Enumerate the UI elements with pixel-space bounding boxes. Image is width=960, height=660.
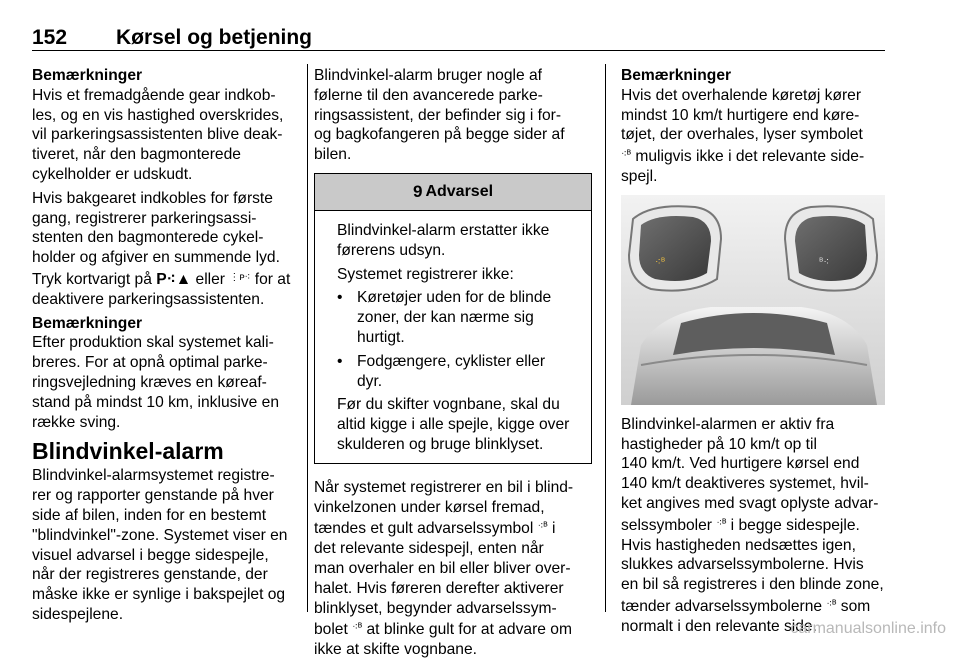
text-line: følerne til den avancerede parke- bbox=[314, 86, 543, 104]
text-line: bilen. bbox=[314, 146, 352, 164]
text-line: Hvis hastigheden nedsættes igen, bbox=[621, 536, 856, 554]
text-line: når der registreres genstande, der bbox=[32, 566, 268, 584]
text-line: tøjet, der overhales, lyser symbolet bbox=[621, 126, 863, 144]
text-line: deaktivere parkeringsassistenten. bbox=[32, 290, 265, 308]
text-line: og bagkofangeren på begge sider af bbox=[314, 126, 565, 144]
page-header bbox=[32, 26, 885, 51]
text-line: side af bilen, inden for en bestemt bbox=[32, 506, 267, 524]
text-line: man overhaler en bil eller bliver over- bbox=[314, 559, 571, 577]
text-line: Blindvinkel-alarm bruger nogle af bbox=[314, 67, 542, 84]
warning-header bbox=[315, 174, 591, 211]
text-line: 140 km/t. Ved hurtigere kørsel end bbox=[621, 455, 860, 473]
svg-text:ᴮ⁖: ᴮ⁖ bbox=[819, 256, 830, 268]
text-line: Blindvinkel-alarm erstatter ikke bbox=[337, 221, 550, 239]
warning-icon: 9 bbox=[412, 182, 423, 202]
text-line: Hvis bakgearet indkobles for første bbox=[32, 189, 273, 207]
parking-assist-icon: P⁖▲ bbox=[156, 270, 192, 288]
text-line: slukkes advarselssymbolerne. Hvis bbox=[621, 556, 864, 574]
bullet-item: • Køretøjer uden for de blinde zoner, der kan nærme sig hurtigt. bbox=[337, 288, 581, 347]
text-line: tænder advarselssymbolerne $^{⁖ᴮ}$ som bbox=[621, 597, 871, 615]
text-line: Hvis det overhalende køretøj kører bbox=[621, 86, 862, 104]
text-line: ikke at skifte vognbane. bbox=[314, 641, 477, 659]
text-line: stenten den bagmonterede cykel- bbox=[32, 229, 264, 247]
text-line: 140 km/t deaktiveres systemet, hvil- bbox=[621, 475, 869, 493]
text-line: Blindvinkel-alarmsystemet registre- bbox=[32, 467, 275, 485]
text-line: normalt i den relevante side. bbox=[621, 617, 817, 635]
text-line: ringsvejledning kræves en køreaf- bbox=[32, 373, 267, 391]
note-heading: Bemærkninger bbox=[32, 67, 143, 84]
column-divider bbox=[307, 64, 308, 612]
text-line: Før du skifter vognbane, skal du bbox=[337, 396, 560, 414]
text-line: "blindvinkel"-zone. Systemet viser en bbox=[32, 526, 288, 544]
text-line: $^{⁖ᴮ}$ muligvis ikke i det relevante side- bbox=[621, 148, 865, 166]
text-line: rer og rapporter genstande på hver bbox=[32, 487, 274, 505]
column-middle bbox=[314, 66, 594, 660]
blind-spot-icon: ⁖ᴮ bbox=[716, 517, 727, 529]
text-line: en bil så registreres i den blinde zone, bbox=[621, 576, 884, 594]
text-line: altid kigge i alle spejle, kigge over bbox=[337, 416, 570, 434]
text-line: blinklyset, begynder advarselssym- bbox=[314, 599, 557, 617]
text-line: visuel advarsel i begge sidespejle, bbox=[32, 546, 269, 564]
text-line: Hvis et fremadgående gear indkob- bbox=[32, 86, 276, 104]
text-line: tændes et gult advarselssymbol $^{⁖ᴮ}$ i bbox=[314, 520, 556, 538]
text-line: Tryk kortvarigt på P⁖▲ eller $^{⋮ᴘ⁖}$ for at bbox=[32, 270, 291, 288]
note-heading: Bemærkninger bbox=[621, 67, 732, 84]
text-line: Blindvinkel-alarmen er aktiv fra bbox=[621, 415, 835, 433]
blind-spot-icon: ⁖ᴮ bbox=[537, 521, 548, 533]
text-line: ket angives med svagt oplyste advar- bbox=[621, 494, 879, 512]
text-line: det relevante sidespejl, enten når bbox=[314, 540, 544, 558]
text-line: les, og en vis hastighed overskrides, bbox=[32, 106, 284, 124]
column-divider bbox=[605, 64, 606, 612]
text-line: Systemet registrerer ikke: bbox=[337, 265, 514, 283]
bullet-item: • Fodgængere, cyklister eller dyr. bbox=[337, 352, 581, 392]
text-line: spejl. bbox=[621, 167, 658, 185]
text-line: gang, registrerer parkeringsassi- bbox=[32, 209, 257, 227]
text-line: førerens udsyn. bbox=[337, 241, 446, 259]
note-heading: Bemærkninger bbox=[32, 314, 143, 332]
blind-spot-icon: ⁖ᴮ bbox=[621, 149, 632, 161]
text-line: vinkelzonen under kørsel fremad, bbox=[314, 498, 545, 516]
text-line: bolet $^{⁖ᴮ}$ at blinke gult for at advare om bbox=[314, 621, 572, 639]
text-line: Når systemet registrerer en bil i blind- bbox=[314, 478, 574, 496]
parking-assist-off-icon: ⋮ᴘ⁖ bbox=[229, 271, 251, 283]
text-line: række sving. bbox=[32, 413, 121, 431]
section-title: Blindvinkel-alarm bbox=[32, 438, 224, 465]
text-line: skulderen og bruge blinklyset. bbox=[337, 435, 544, 453]
warning-title: Advarsel bbox=[425, 183, 494, 201]
text-line: stand på mindst 10 km, inklusive en bbox=[32, 393, 280, 411]
column-left bbox=[32, 66, 300, 625]
text-line: ringsassistent, der befinder sig i for- bbox=[314, 106, 562, 124]
blind-spot-icon: ⁖ᴮ bbox=[352, 622, 363, 634]
text-line: tiveret, når den bagmonterede bbox=[32, 146, 241, 164]
warning-body bbox=[315, 211, 591, 463]
text-line: hastigheder på 10 km/t op til bbox=[621, 435, 817, 453]
text-line: selssymboler $^{⁖ᴮ}$ i begge sidespejle. bbox=[621, 516, 860, 534]
watermark: carmanualsonline.info bbox=[790, 620, 946, 637]
text-line: Efter produktion skal systemet kali- bbox=[32, 334, 274, 352]
text-line: halet. Hvis føreren derefter aktiverer bbox=[314, 579, 564, 597]
side-mirror-illustration bbox=[621, 195, 885, 405]
column-right bbox=[621, 66, 885, 637]
text-line: cykelholder er udskudt. bbox=[32, 165, 193, 183]
text-line: mindst 10 km/t hurtigere end køre- bbox=[621, 106, 860, 124]
text-line: sidespejlene. bbox=[32, 605, 124, 623]
page-number: 152 bbox=[32, 26, 68, 49]
text-line: breres. For at opnå optimal parke- bbox=[32, 354, 268, 372]
chapter-title: Kørsel og betjening bbox=[116, 26, 313, 49]
svg-text:⁖ᴮ: ⁖ᴮ bbox=[655, 256, 666, 268]
blind-spot-icon: ⁖ᴮ bbox=[826, 598, 837, 610]
text-line: holder og afgiver en summende lyd. bbox=[32, 249, 280, 267]
text-line: måske ikke er synlige i bakspejlet og bbox=[32, 586, 286, 604]
warning-box bbox=[314, 173, 592, 464]
text-line: vil parkeringsassistenten blive deak- bbox=[32, 126, 283, 144]
